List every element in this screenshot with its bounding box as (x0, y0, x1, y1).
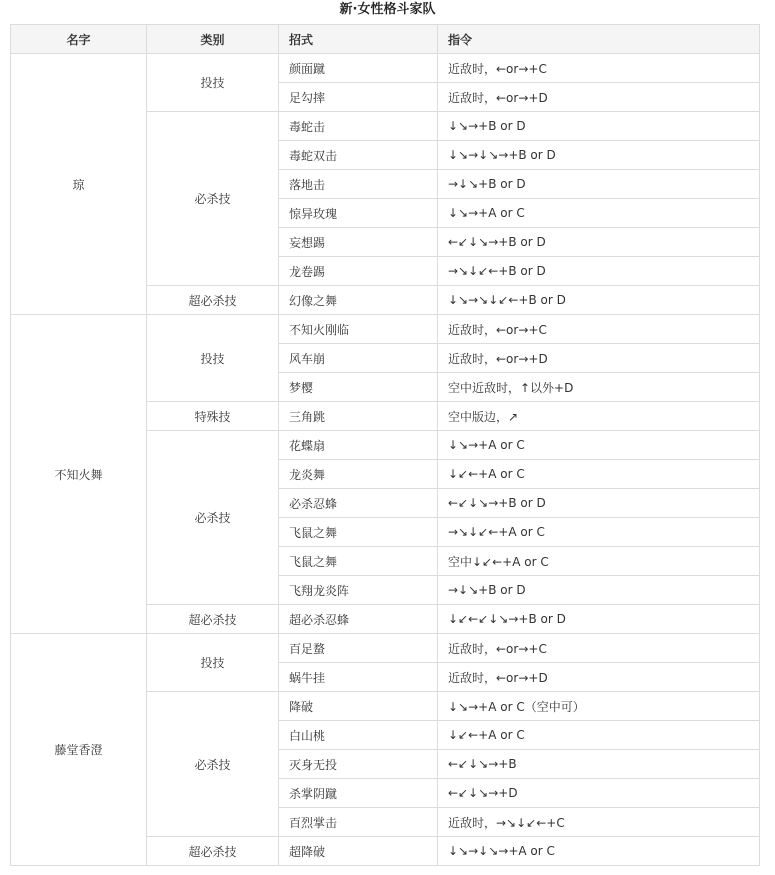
move-name: 杀掌阴蹴 (279, 779, 438, 808)
move-category: 必杀技 (147, 692, 279, 837)
move-name: 超必杀忍蜂 (279, 605, 438, 634)
move-category: 投技 (147, 54, 279, 112)
move-command: →↓↘+B or D (438, 170, 760, 199)
character-name[interactable]: 藤堂香澄 (11, 634, 147, 866)
move-command: ↓↘→↓↘→+A or C (438, 837, 760, 866)
move-command: 近敌时，←or→+D (438, 344, 760, 373)
move-name: 三角跳 (279, 402, 438, 431)
move-name: 灭身无投 (279, 750, 438, 779)
move-command: →↘↓↙←+A or C (438, 518, 760, 547)
move-command: ↓↙←+A or C (438, 721, 760, 750)
move-command: 近敌时，←or→+C (438, 634, 760, 663)
table-row (11, 634, 760, 663)
move-name: 足勾摔 (279, 83, 438, 112)
move-name: 落地击 (279, 170, 438, 199)
move-name: 蜗牛挂 (279, 663, 438, 692)
move-category: 必杀技 (147, 112, 279, 286)
move-name: 惊异玫瑰 (279, 199, 438, 228)
table-body (11, 54, 760, 866)
move-command: ←↙↓↘→+D (438, 779, 760, 808)
move-name: 妄想踢 (279, 228, 438, 257)
table-row (11, 315, 760, 344)
move-name: 飞鼠之舞 (279, 518, 438, 547)
move-name: 白山桃 (279, 721, 438, 750)
move-name: 花蝶扇 (279, 431, 438, 460)
move-name: 风车崩 (279, 344, 438, 373)
move-name: 龙卷踢 (279, 257, 438, 286)
move-command: →↓↘+B or D (438, 576, 760, 605)
header-command: 指令 (438, 25, 760, 54)
move-command: ↓↘→+A or C（空中可） (438, 692, 760, 721)
move-name: 百烈掌击 (279, 808, 438, 837)
move-command: 空中↓↙←+A or C (438, 547, 760, 576)
move-command: 近敌时，←or→+D (438, 83, 760, 112)
move-name: 百足蝥 (279, 634, 438, 663)
move-command: 空中近敌时，↑以外+D (438, 373, 760, 402)
table-title: 新·女性格斗家队 (339, 2, 436, 17)
move-name: 必杀忍蜂 (279, 489, 438, 518)
move-command: ↓↘→↓↘→+B or D (438, 141, 760, 170)
move-command: ←↙↓↘→+B or D (438, 228, 760, 257)
move-name: 飞鼠之舞 (279, 547, 438, 576)
move-name: 降破 (279, 692, 438, 721)
move-command: ↓↙←↙↓↘→+B or D (438, 605, 760, 634)
move-command: ↓↘→+A or C (438, 431, 760, 460)
move-category: 特殊技 (147, 402, 279, 431)
character-name[interactable]: 不知火舞 (11, 315, 147, 634)
move-category: 投技 (147, 634, 279, 692)
moves-table (10, 24, 760, 866)
move-category: 超必杀技 (147, 286, 279, 315)
move-name: 毒蛇击 (279, 112, 438, 141)
character-name[interactable]: 琼 (11, 54, 147, 315)
move-command: 近敌时，←or→+C (438, 54, 760, 83)
move-command: ←↙↓↘→+B or D (438, 489, 760, 518)
move-name: 梦樱 (279, 373, 438, 402)
move-category: 超必杀技 (147, 605, 279, 634)
move-command: ↓↙←+A or C (438, 460, 760, 489)
move-name: 幻像之舞 (279, 286, 438, 315)
move-command: ↓↘→+A or C (438, 199, 760, 228)
move-name: 龙炎舞 (279, 460, 438, 489)
table-row (11, 54, 760, 83)
move-command: ←↙↓↘→+B (438, 750, 760, 779)
header-type: 类别 (147, 25, 279, 54)
move-name: 超降破 (279, 837, 438, 866)
move-command: ↓↘→+B or D (438, 112, 760, 141)
move-category: 超必杀技 (147, 837, 279, 866)
move-name: 毒蛇双击 (279, 141, 438, 170)
move-name: 不知火刚临 (279, 315, 438, 344)
move-name: 飞翔龙炎阵 (279, 576, 438, 605)
move-command: 近敌时，←or→+D (438, 663, 760, 692)
move-category: 必杀技 (147, 431, 279, 605)
table-header-row (11, 25, 760, 54)
move-name: 颜面蹴 (279, 54, 438, 83)
move-command: 近敌时，→↘↓↙←+C (438, 808, 760, 837)
header-name: 名字 (11, 25, 147, 54)
move-command: ↓↘→↘↓↙←+B or D (438, 286, 760, 315)
move-command: 空中版边，↗ (438, 402, 760, 431)
move-command: →↘↓↙←+B or D (438, 257, 760, 286)
move-category: 投技 (147, 315, 279, 402)
move-command: 近敌时，←or→+C (438, 315, 760, 344)
header-move: 招式 (279, 25, 438, 54)
